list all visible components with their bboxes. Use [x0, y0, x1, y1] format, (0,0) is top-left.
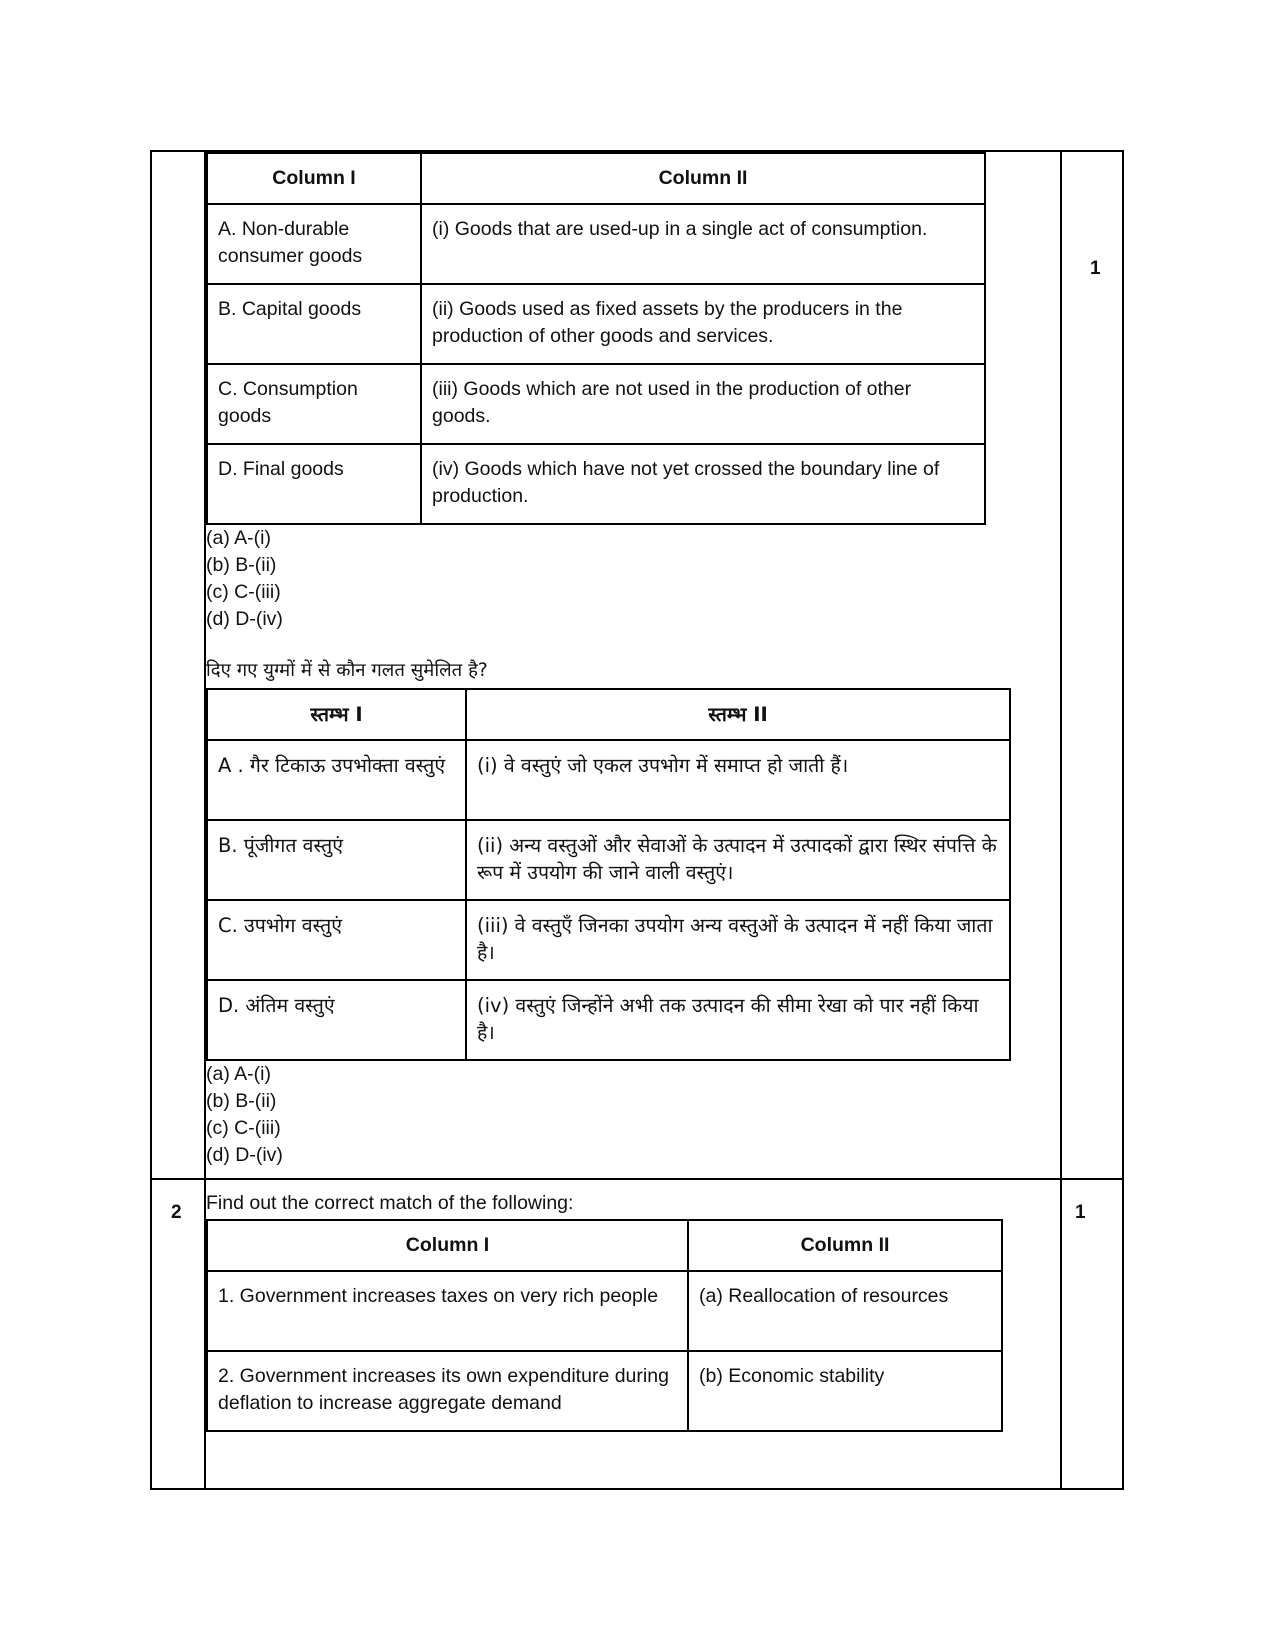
option-b: (b) B-(ii) [206, 554, 277, 576]
table-cell: (iii) वे वस्तुएँ जिनका उपयोग अन्य वस्तुओं के उत्पादन में नहीं किया जाता है। [466, 900, 1010, 980]
question-prompt-hindi: दिए गए युग्मों में से कौन गलत सुमेलित है? [206, 660, 488, 681]
table-cell: (ii) Goods used as fixed assets by the producers in the production of other goods and services. [421, 284, 985, 364]
question-prompt: Find out the correct match of the following: [206, 1192, 574, 1214]
table-cell: 2. Government increases its own expenditure during deflation to increase aggregate demand [207, 1351, 688, 1431]
column-header: Column I [207, 1220, 688, 1271]
question-number-cell [151, 151, 205, 1179]
table-cell: (b) Economic stability [688, 1351, 1002, 1431]
table-cell: (iv) Goods which have not yet crossed the boundary line of production. [421, 444, 985, 524]
table-cell: (iv) वस्तुएं जिन्होंने अभी तक उत्पादन की सीमा रेखा को पार नहीं किया है। [466, 980, 1010, 1060]
match-table-hindi [206, 688, 1011, 1061]
table-row [207, 740, 1010, 820]
marks-cell [1061, 151, 1123, 1179]
question-body [205, 1179, 1061, 1489]
marks-value: 1 [1075, 1202, 1086, 1223]
table-row [207, 444, 985, 524]
marks-cell [1061, 1179, 1123, 1489]
option-a: (a) A-(i) [206, 527, 271, 549]
table-cell: D. Final goods [207, 444, 421, 524]
options-english [206, 525, 1060, 633]
option-d: (d) D-(iv) [206, 608, 283, 630]
table-row [207, 204, 985, 284]
match-table [206, 1219, 1003, 1432]
table-cell: (iii) Goods which are not used in the production of other goods. [421, 364, 985, 444]
table-header-row [207, 153, 985, 204]
table-row [207, 980, 1010, 1060]
table-cell: C. Consumption goods [207, 364, 421, 444]
table-cell: (i) Goods that are used-up in a single act of consumption. [421, 204, 985, 284]
column-header: Column II [421, 153, 985, 204]
table-cell: (a) Reallocation of resources [688, 1271, 1002, 1351]
table-header-row [207, 689, 1010, 740]
table-cell: D. अंतिम वस्तुएं [207, 980, 466, 1060]
option-a: (a) A-(i) [206, 1063, 271, 1085]
question-number-cell [151, 1179, 205, 1489]
column-header: Column I [207, 153, 421, 204]
column-header: Column II [688, 1220, 1002, 1271]
column-header: स्तम्भ II [466, 689, 1010, 740]
question-body [205, 151, 1061, 1179]
table-cell: C. उपभोग वस्तुएं [207, 900, 466, 980]
question-row-2 [151, 1179, 1123, 1489]
table-row [207, 820, 1010, 900]
option-c: (c) C-(iii) [206, 1117, 281, 1139]
marks-value: 1 [1090, 258, 1101, 279]
table-cell: 1. Government increases taxes on very rich people [207, 1271, 688, 1351]
table-cell: (ii) अन्य वस्तुओं और सेवाओं के उत्पादन में उत्पादकों द्वारा स्थिर संपत्ति के रूप में उपयोग की जाने वाली वस्तुएं। [466, 820, 1010, 900]
table-cell: A. Non-durable consumer goods [207, 204, 421, 284]
table-cell: (i) वे वस्तुएं जो एकल उपभोग में समाप्त हो जाती हैं। [466, 740, 1010, 820]
option-d: (d) D-(iv) [206, 1144, 283, 1166]
table-cell: A . गैर टिकाऊ उपभोक्ता वस्तुएं [207, 740, 466, 820]
table-cell: B. Capital goods [207, 284, 421, 364]
column-header: स्तम्भ I [207, 689, 466, 740]
table-row [207, 1271, 1002, 1351]
table-row [207, 284, 985, 364]
table-row [207, 1351, 1002, 1431]
question-number: 2 [171, 1202, 182, 1223]
table-header-row [207, 1220, 1002, 1271]
question-row-1 [151, 151, 1123, 1179]
option-b: (b) B-(ii) [206, 1090, 277, 1112]
table-row [207, 364, 985, 444]
options-hindi [206, 1061, 1060, 1169]
option-c: (c) C-(iii) [206, 581, 281, 603]
question-table [150, 150, 1124, 1490]
table-cell: B. पूंजीगत वस्तुएं [207, 820, 466, 900]
table-row [207, 900, 1010, 980]
match-table-english [206, 152, 986, 525]
